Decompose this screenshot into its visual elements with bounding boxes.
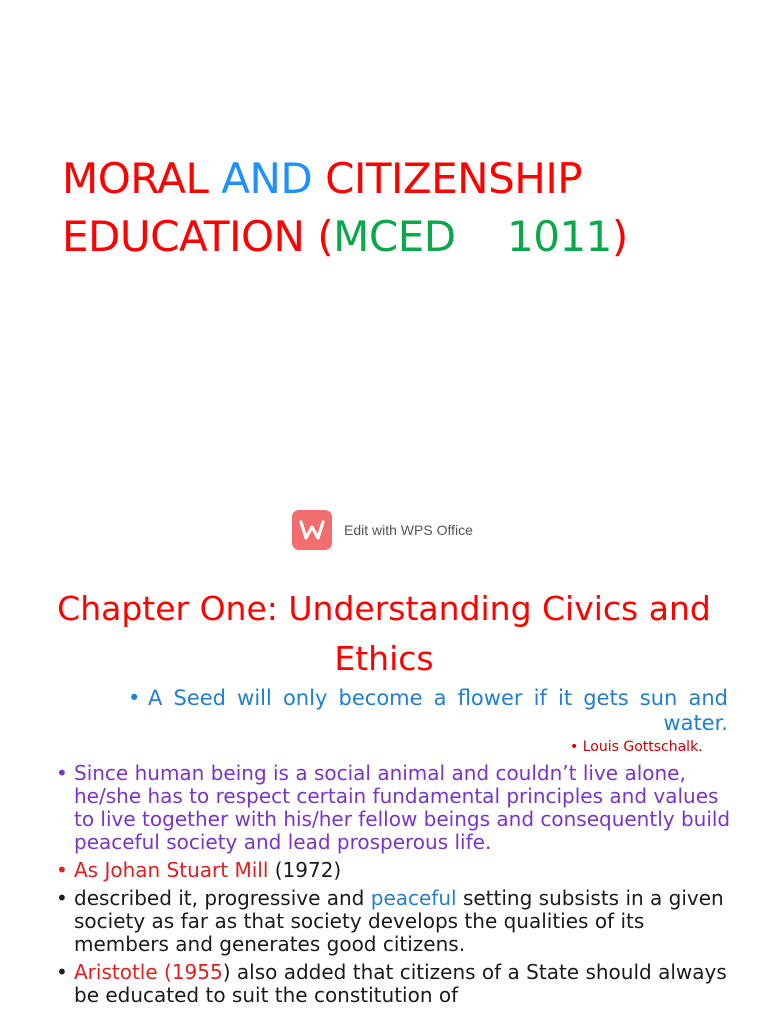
quote-block: [128, 686, 728, 736]
course-code: MCED 1011: [333, 212, 612, 261]
list-item: [52, 762, 738, 854]
title-citizenship: CITIZENSHIP: [312, 154, 583, 203]
bullet-icon: •: [570, 739, 583, 755]
title-moral: MORAL: [62, 154, 222, 203]
bullet-text: setting subsists in a given society as far as that society develops the qualities of its members and generates good citizens.: [74, 886, 724, 956]
reference-year: (1955: [157, 960, 223, 984]
title-close-paren: ): [611, 212, 628, 261]
bullet-icon: •: [56, 886, 68, 910]
list-item: [52, 887, 738, 956]
quote-text: A Seed will only become a flower if it gets sun and water.: [148, 686, 728, 735]
body-bullet-list: [52, 762, 738, 1012]
bullet-icon: •: [56, 761, 68, 785]
list-item: [52, 961, 738, 1007]
bullet-icon: •: [56, 960, 68, 984]
wps-watermark[interactable]: [292, 510, 473, 550]
highlight-word: peaceful: [370, 886, 457, 910]
bullet-icon: •: [128, 686, 141, 710]
bullet-icon: •: [56, 858, 68, 882]
chapter-title: Chapter One: Understanding Civics and Ethics: [57, 589, 711, 678]
author-name: Louis Gottschalk.: [582, 739, 703, 755]
bullet-text: described it, progressive and: [74, 886, 371, 910]
author-reference: Aristotle: [74, 960, 158, 984]
bullet-text: Since human being is a social animal and couldn’t live alone, he/she has to respect certain fundamental principles and values to live together with his/her fellow beings and consequently build peaceful society and lead prosperous life.: [74, 761, 731, 854]
quote-author: [570, 738, 730, 756]
title-line-2: [62, 208, 702, 266]
list-item: [52, 859, 738, 882]
reference-year: (1972): [268, 858, 342, 882]
bullet-text: ) also added that citizens of a State should always be educated to suit the constitution of: [74, 960, 727, 1007]
watermark-text: Edit with WPS Office: [344, 522, 473, 538]
title-and: AND: [221, 154, 313, 203]
wps-office-logo-icon: [292, 510, 332, 550]
slide-title: [62, 150, 702, 266]
author-reference: As Johan Stuart Mill: [74, 858, 269, 882]
title-education: EDUCATION (: [62, 212, 334, 261]
